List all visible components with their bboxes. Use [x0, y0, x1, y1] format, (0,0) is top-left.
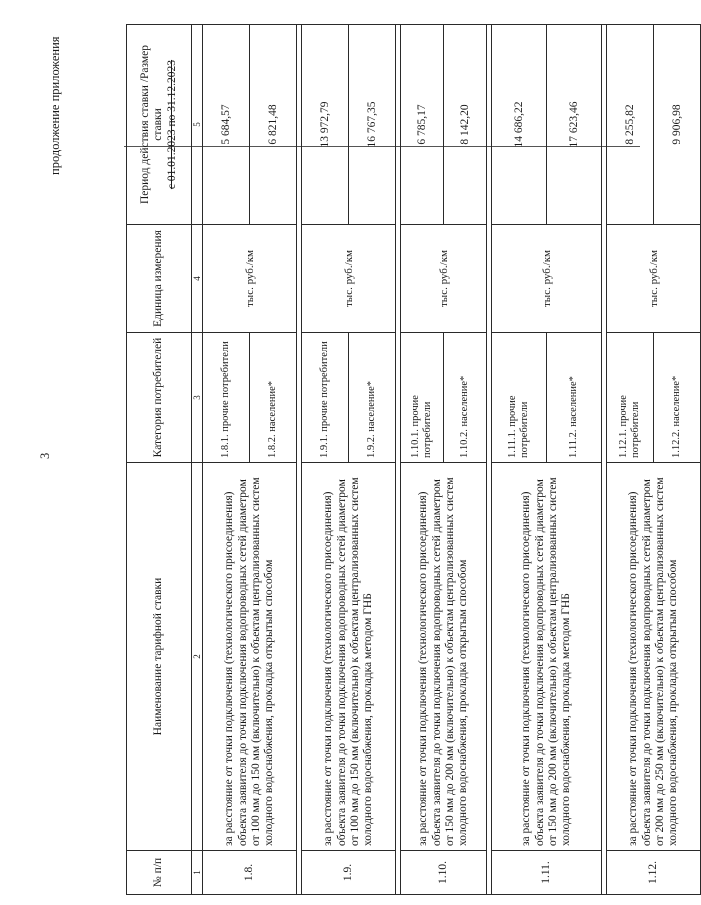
rate-value: 5 684,57 [203, 25, 250, 225]
col-number: 2 [192, 463, 203, 851]
row-number: 1.12. [607, 851, 701, 895]
unit-cell: тыс. руб./км [401, 225, 487, 333]
unit-cell: тыс. руб./км [302, 225, 396, 333]
column-number-row [192, 25, 203, 895]
rate-name: за расстояние от точки подключения (технологического присоединения) объекта заявителя до точки подключения водопроводных сетей диаметром от 200 мм до 250 мм (включительно) к объектам централизованных систем холодного водоснабжения, прокладка открытым способом [607, 463, 701, 851]
rate-name: за расстояние от точки подключения (технологического присоединения) объекта заявителя до точки подключения водопроводных сетей диаметром от 100 мм до 150 мм (включительно) к объектам централизованных систем холодного водоснабжения, прокладка открытым способом [203, 463, 297, 851]
rate-value: 8 255,82 [607, 25, 654, 225]
table-row [302, 25, 349, 895]
rate-value: 6 821,48 [250, 25, 297, 225]
category-cell: 1.12.1. прочие потребители [607, 333, 654, 463]
category-cell: 1.10.1. прочие потребители [401, 333, 444, 463]
category-cell: 1.9.2. население* [349, 333, 396, 463]
table-row [401, 25, 444, 895]
unit-cell: тыс. руб./км [492, 225, 602, 333]
rate-name: за расстояние от точки подключения (технологического присоединения) объекта заявителя до точки подключения водопроводных сетей диаметром от 150 мм до 200 мм (включительно) к объектам централизованных систем холодного водоснабжения, прокладка открытым способом [401, 463, 487, 851]
row-number: 1.10. [401, 851, 487, 895]
rate-value: 13 972,79 [302, 25, 349, 225]
unit-cell: тыс. руб./км [203, 225, 297, 333]
rate-value: 17 623,46 [547, 25, 602, 225]
continuation-note: продолжение приложения [48, 36, 62, 175]
row-number: 1.9. [302, 851, 396, 895]
row-number: 1.8. [203, 851, 297, 895]
category-cell: 1.11.1. прочие потребители [492, 333, 547, 463]
category-cell: 1.8.1. прочие потребители [203, 333, 250, 463]
rate-value: 8 142,20 [444, 25, 487, 225]
col-number: 1 [192, 851, 203, 895]
page-number: 3 [38, 452, 52, 459]
category-cell: 1.9.1. прочие потребители [302, 333, 349, 463]
rate-name: за расстояние от точки подключения (технологического присоединения) объекта заявителя до точки подключения водопроводных сетей диаметром от 150 мм до 200 мм (включительно) к объектам централизованных систем холодного водоснабжения, прокладка методом ГНБ [492, 463, 602, 851]
category-cell: 1.10.2. население* [444, 333, 487, 463]
row-number: 1.11. [492, 851, 602, 895]
category-cell: 1.12.2. население* [654, 333, 701, 463]
rate-value: 16 767,35 [349, 25, 396, 225]
rate-value: 9 906,98 [654, 25, 701, 225]
col-number: 4 [192, 225, 203, 333]
header-period [127, 25, 192, 225]
tariff-table [126, 24, 701, 895]
rate-value: 14 686,22 [492, 25, 547, 225]
header-period-title: Период действия ставки /Размер ставки [139, 44, 165, 205]
header-unit: Единица измерения [127, 225, 192, 333]
table-header-row [127, 25, 192, 895]
table-row [492, 25, 547, 895]
table-row [203, 25, 250, 895]
header-no: № п/п [127, 851, 192, 895]
rate-name: за расстояние от точки подключения (технологического присоединения) объекта заявителя до точки подключения водопроводных сетей диаметром от 100 мм до 150 мм (включительно) к объектам централизованных систем холодного водоснабжения, прокладка методом ГНБ [302, 463, 396, 851]
header-category: Категория потребителей [127, 333, 192, 463]
table-row [607, 25, 654, 895]
col-number: 5 [192, 25, 203, 225]
category-cell: 1.11.2. население* [547, 333, 602, 463]
category-cell: 1.8.2. население* [250, 333, 297, 463]
col-number: 3 [192, 333, 203, 463]
unit-cell: тыс. руб./км [607, 225, 701, 333]
header-period-range: с 01.01.2023 по 31.12.2023 [165, 59, 178, 190]
header-name: Наименование тарифной ставки [127, 463, 192, 851]
rate-value: 6 785,17 [401, 25, 444, 225]
